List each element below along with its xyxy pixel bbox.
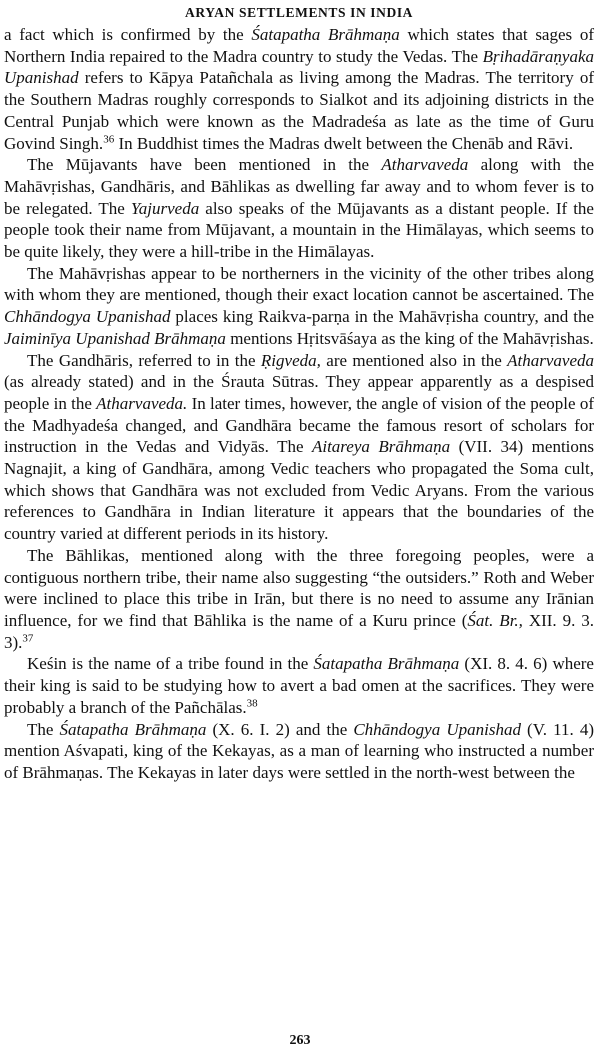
- paragraph: [4, 350, 594, 545]
- text-run: (X. 6. I. 2) and the: [206, 719, 354, 739]
- text-run: (XI. 8. 4. 6) where their king is said to be studying how to avert a bad omen at the sacrifices. They were probably a branch of the Pañchālas.: [4, 654, 594, 717]
- text-run: In later times, however, the angle of vision of the people of the Madhyadeśa changed, and Gandhāra became the famous resort of scholars for instruction in the Vedas and Vidyās. The: [4, 393, 594, 457]
- italic-title: Śatapatha Brāhmaṇa: [313, 654, 460, 674]
- text-run: The Gandhāris, referred to in the: [27, 350, 261, 370]
- italic-title: Yajurveda: [130, 198, 200, 218]
- italic-title: Chhāndogya Upanishad: [4, 307, 171, 327]
- running-head: ARYAN SETTLEMENTS IN INDIA: [184, 5, 414, 20]
- text-run: also speaks of the Mūjavants as a distant people. If the people took their name from Mūjavant, a mountain in the Himālayas, which seems to be quite likely, they were a hill-tribe in the Himālayas.: [4, 198, 594, 262]
- italic-title: Aitareya Brāhmaṇa: [311, 437, 451, 457]
- body-text: [4, 24, 594, 784]
- text-run: The Mūjavants have been mentioned in the: [27, 155, 382, 175]
- text-run: (V. 11. 4) mention Aśvapati, king of the Kekayas, as a man of learning who instructed a number of Brāhmaṇas. The Kekayas in later days were settled in the north-west between the: [4, 719, 594, 782]
- footnote-ref: 37: [22, 632, 34, 645]
- text-run: places king Raikva-parṇa in the Mahāvṛisha country, and the: [170, 307, 595, 327]
- text-run: (as already stated) and in the Śrauta Sūtras. They appear apparently as a despised people in the: [4, 372, 594, 413]
- italic-title: Jaiminīya Upanishad Brāhmaṇa: [4, 328, 226, 348]
- text-run: which states that sages of Northern India repaired to the Madra country to study the Vedas. The: [4, 25, 594, 66]
- text-run: The: [27, 719, 60, 739]
- italic-title: Atharvaveda: [507, 350, 594, 370]
- paragraph: [4, 154, 594, 263]
- italic-title: Ṛigveda,: [260, 350, 321, 370]
- italic-title: Chhāndogya Upanishad: [353, 719, 521, 739]
- page-number: 263: [289, 1033, 311, 1048]
- text-run: along with the Mahāvṛishas, Gandhāris, and Bāhlikas as dwelling far away and to whom fever is to be relegated. The: [4, 155, 594, 218]
- paragraph: [4, 719, 594, 784]
- text-run: (VII. 34) mentions Nagnajit, a king of Gandhāra, among Vedic teachers who propagated the Soma cult, which shows that Gandhāra was not excluded from Vedic Aryans. From the various references to Gandhāra in Indian literature it appears that the boundaries of the country varied at different periods in its history.: [4, 437, 595, 544]
- paragraph: [4, 263, 594, 350]
- text-run: The Bāhlikas, mentioned along with the three foregoing peoples, were a contiguous northern tribe, their name also suggesting “the outsiders.” Roth and Weber were inclined to place this tribe in Irān, but there is no need to assume any Irānian influence, for we find that Bāhlika is the name of a Kuru prince (: [4, 545, 594, 630]
- italic-title: Śatapatha Brāhmaṇa: [251, 25, 400, 44]
- text-run: XII. 9. 3. 3).: [4, 610, 594, 652]
- text-run: mentions Hṛitsvāśaya as the king of the Mahāvṛishas.: [225, 328, 594, 348]
- italic-title: Śatapatha Brāhmaṇa: [59, 719, 207, 739]
- text-run: are mentioned also in the: [320, 350, 508, 370]
- text-run: refers to Kāpya Patañchala as living among the Madras. The territory of the Southern Madras roughly corresponds to Sialkot and its adjoining districts in the Central Punjab which were known as the Madradeśa as late as the time of Guru Govind Singh.: [4, 68, 594, 153]
- footnote-ref: 36: [103, 132, 115, 145]
- text-run: Keśin is the name of a tribe found in the: [27, 654, 314, 674]
- text-run: a fact which is confirmed by the: [4, 25, 252, 44]
- paragraph: [4, 653, 594, 718]
- footnote-ref: 38: [246, 697, 258, 710]
- italic-title: Śat. Br.,: [467, 610, 523, 630]
- text-run: The Mahāvṛishas appear to be northerners in the vicinity of the other tribes along with whom they are mentioned, though their exact location cannot be ascertained. The: [4, 263, 594, 305]
- italic-title: Bṛihadāraṇyaka Upanishad: [4, 46, 594, 88]
- text-run: In Buddhist times the Madras dwelt between the Chenāb and Rāvi.: [114, 133, 574, 153]
- paragraph: [4, 545, 594, 654]
- paragraph: [4, 24, 594, 154]
- italic-title: Atharvaveda.: [96, 393, 188, 413]
- italic-title: Atharvaveda: [381, 155, 469, 175]
